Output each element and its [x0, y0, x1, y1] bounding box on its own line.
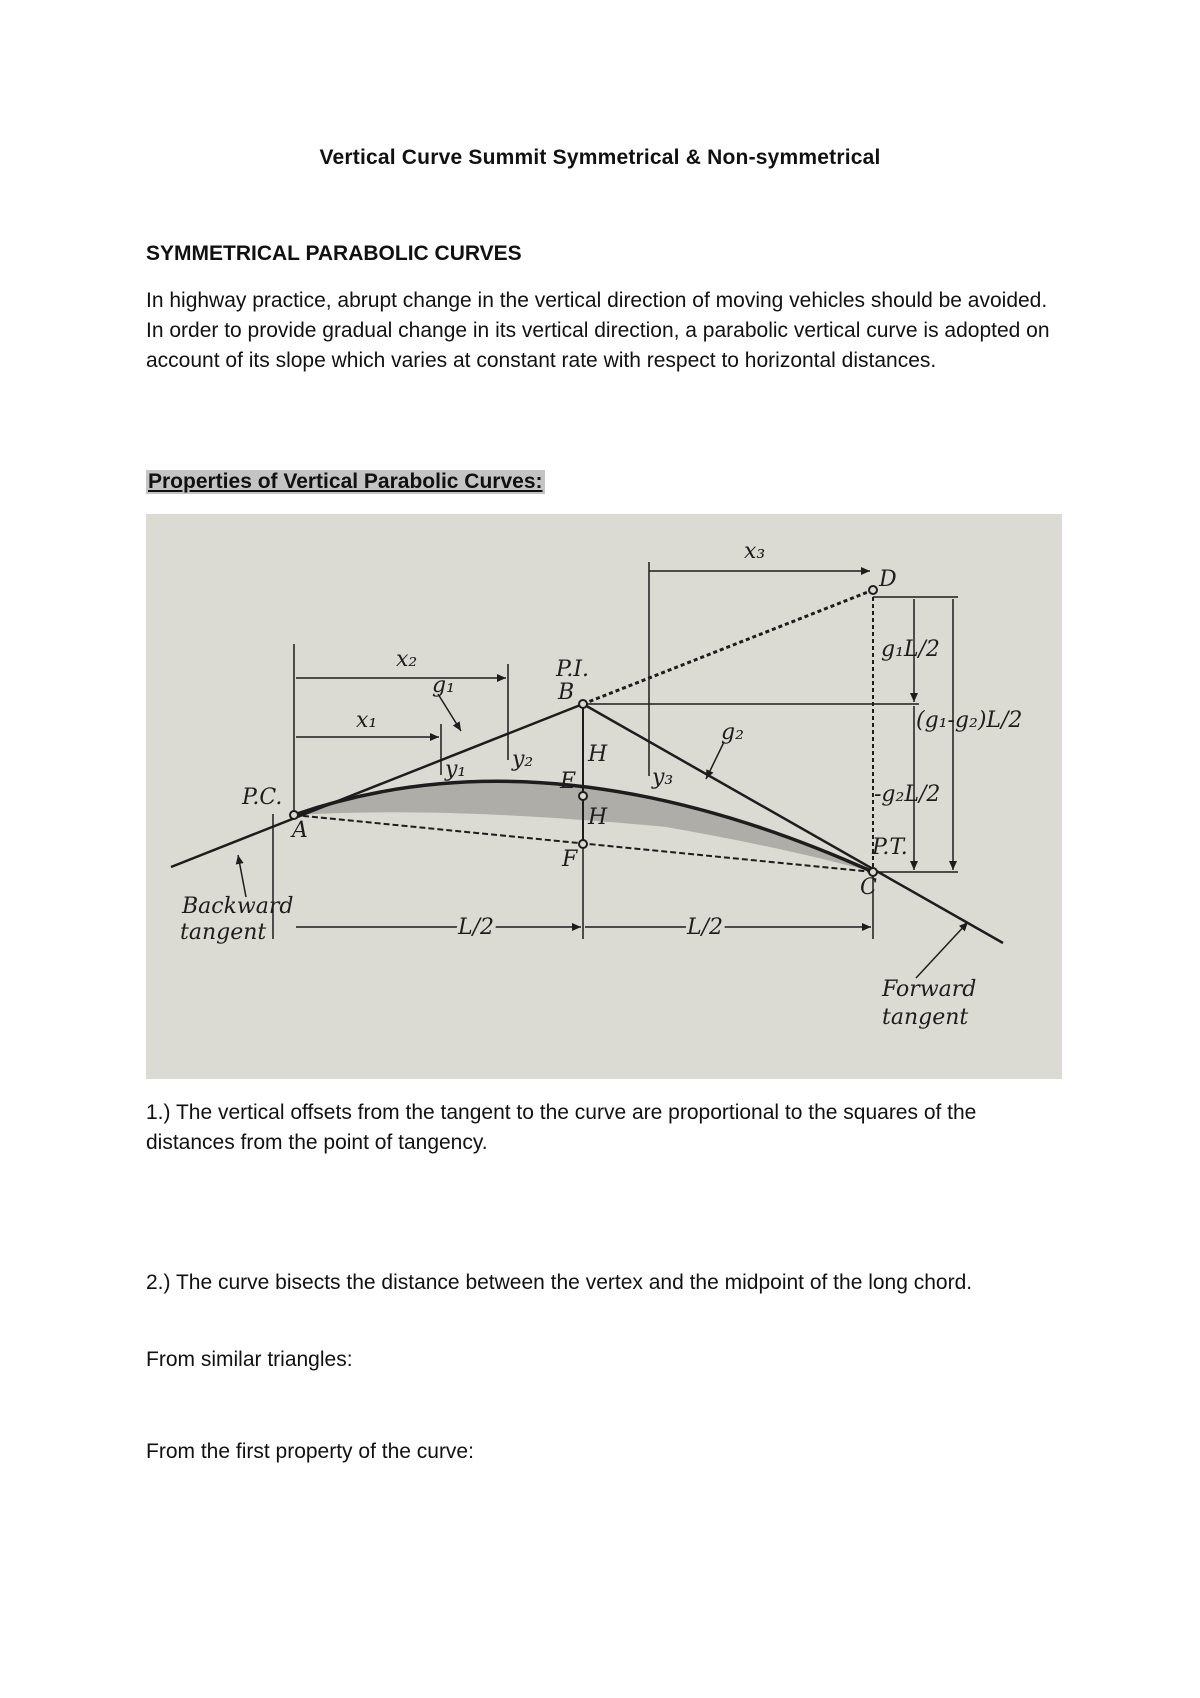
- properties-heading: Properties of Vertical Parabolic Curves:: [148, 470, 543, 493]
- label-C: C: [860, 875, 877, 900]
- property-1-text: 1.) The vertical offsets from the tangent to the curve are proportional to the squares of the distances from the point of tangency.: [146, 1101, 977, 1154]
- label-backward-tangent: tangent: [180, 920, 267, 945]
- label-y3: y₃: [652, 765, 674, 790]
- label-PC: P.C.: [242, 785, 283, 810]
- label-half-length-left: L/2: [458, 915, 495, 940]
- label-x2: x₂: [396, 647, 418, 672]
- point-D: [869, 586, 877, 594]
- label-E: E: [560, 769, 577, 794]
- label-B: B: [558, 680, 575, 705]
- tangent-extension-line: [583, 590, 873, 704]
- vertical-curve-diagram: [146, 514, 1062, 1079]
- label-neg-g2L2: -g₂L/2: [874, 782, 941, 807]
- label-D: D: [879, 567, 897, 592]
- label-forward-tangent: tangent: [882, 1005, 969, 1030]
- label-g1-g2-L2: (g₁-g₂)L/2: [916, 708, 1023, 733]
- label-g1: g₁: [432, 673, 455, 698]
- label-y1: y₁: [445, 757, 467, 782]
- label-x1: x₁: [356, 708, 378, 733]
- point-F: [579, 840, 587, 848]
- label-H: H: [588, 742, 608, 767]
- label-PI: P.I.: [556, 657, 590, 682]
- backward-leader: [238, 855, 246, 897]
- label-backward: Backward: [182, 894, 294, 919]
- label-forward: Forward: [882, 977, 977, 1002]
- first-property-text: From the first property of the curve:: [146, 1440, 474, 1463]
- label-g1L2: g₁L/2: [881, 637, 940, 662]
- point-B: [579, 700, 587, 708]
- label-F: F: [562, 847, 578, 872]
- label-PT: P.T.: [872, 835, 908, 860]
- section-heading: SYMMETRICAL PARABOLIC CURVES: [146, 242, 522, 265]
- forward-leader: [916, 922, 968, 978]
- diagram-svg: [146, 514, 1062, 1079]
- g2-leader: [706, 742, 724, 779]
- similar-triangles-text: From similar triangles:: [146, 1348, 353, 1371]
- label-H-lower: H: [588, 805, 608, 830]
- label-A: A: [292, 818, 308, 843]
- intro-paragraph: In highway practice, abrupt change in the vertical direction of moving vehicles should be avoided. In order to provide gradual change in its vertical direction, a parabolic vertical curve is adopted on account of its slope which varies at constant rate with respect to horizontal distances.: [146, 289, 1050, 372]
- page-title: Vertical Curve Summit Symmetrical & Non-symmetrical: [319, 146, 881, 169]
- label-x3: x₃: [744, 539, 766, 564]
- label-g2: g₂: [721, 720, 744, 745]
- point-E: [579, 792, 587, 800]
- property-2-text: 2.) The curve bisects the distance between the vertex and the midpoint of the long chord.: [146, 1271, 973, 1294]
- label-y2: y₂: [512, 747, 534, 772]
- label-half-length-right: L/2: [687, 915, 724, 940]
